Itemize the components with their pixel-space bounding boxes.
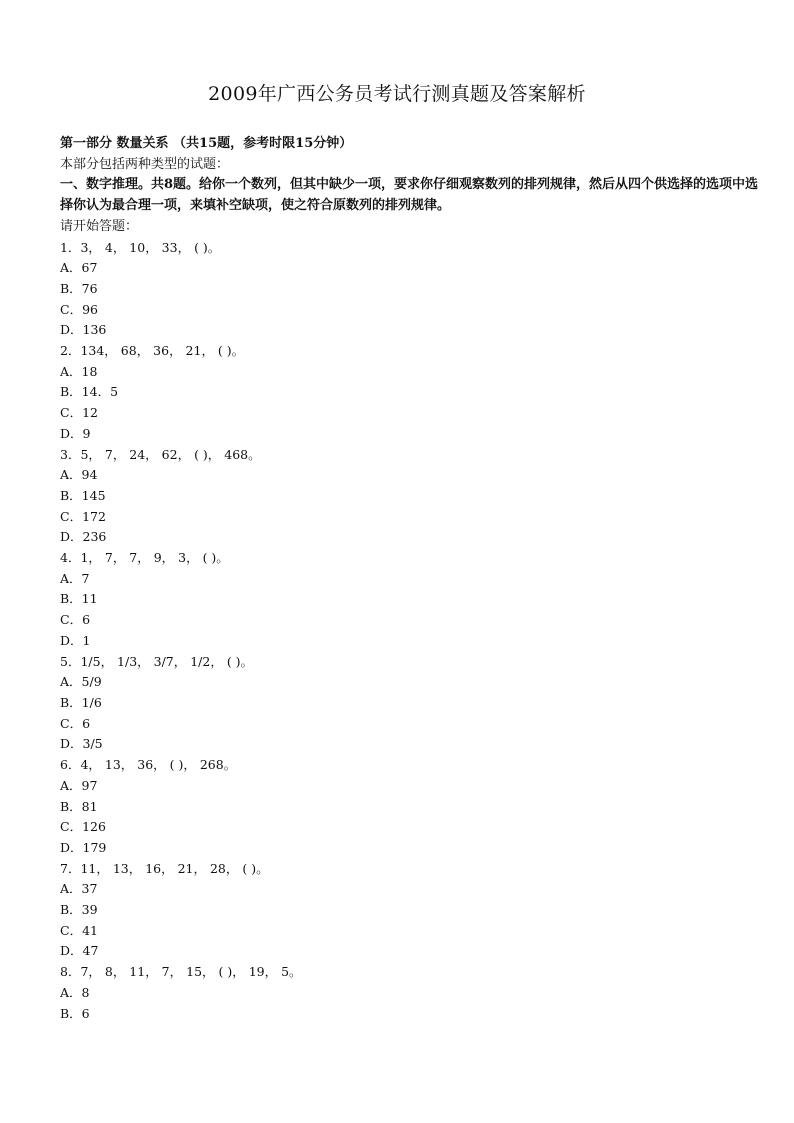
- answer-option: B．14．5: [60, 384, 119, 400]
- question-stem: 7．11， 13， 16， 21， 28， ( )。: [60, 860, 269, 876]
- answer-option: A．5/9: [60, 674, 102, 690]
- answer-option: A．37: [60, 881, 98, 897]
- section-intro: 本部分包括两种类型的试题：: [60, 156, 230, 172]
- answer-option: B．11: [60, 591, 98, 607]
- section-instruction: 一、数字推理。共8题。给你一个数列，但其中缺少一项，要求你仔细观察数列的排列规律，然后从四个供选择的选项中选择你认为最合理一项，来填补空缺项，使之符合原数列的排列规律。: [60, 177, 759, 214]
- answer-option: C．12: [60, 405, 98, 421]
- question-item: [60, 238, 760, 342]
- answer-option: C．172: [60, 508, 106, 524]
- question-stem: 8．7， 8， 11， 7， 15， ( )， 19， 5。: [60, 964, 302, 980]
- answer-option: A．7: [60, 570, 90, 586]
- document-body: [60, 134, 760, 1024]
- document-title: 2009年广西公务员考试行测真题及答案解析: [208, 83, 586, 105]
- question-item: [60, 548, 760, 652]
- question-item: [60, 962, 760, 1024]
- answer-option: C．41: [60, 922, 98, 938]
- answer-option: C．6: [60, 715, 91, 731]
- answer-option: C．6: [60, 612, 91, 628]
- answer-option: A．97: [60, 777, 98, 793]
- answer-option: B．6: [60, 1005, 90, 1021]
- question-stem: 3．5， 7， 24， 62， ( )， 468。: [60, 446, 261, 462]
- question-item: [60, 341, 760, 445]
- answer-option: C．96: [60, 301, 98, 317]
- answer-option: C．126: [60, 819, 106, 835]
- section-heading: 第一部分 数量关系 （共15题，参考时限15分钟）: [60, 136, 353, 151]
- answer-option: D．236: [60, 529, 107, 545]
- answer-option: D．179: [60, 839, 107, 855]
- answer-option: B．145: [60, 487, 106, 503]
- question-item: [60, 652, 760, 756]
- question-item: [60, 859, 760, 963]
- answer-option: A．94: [60, 467, 98, 483]
- answer-option: B．76: [60, 280, 98, 296]
- question-stem: 5．1/5， 1/3， 3/7， 1/2， ( )。: [60, 653, 254, 669]
- question-item: [60, 445, 760, 549]
- question-item: [60, 755, 760, 859]
- start-prompt: 请开始答题：: [60, 218, 139, 234]
- question-stem: 6．4， 13， 36， ( )， 268。: [60, 757, 237, 773]
- answer-option: A．8: [60, 984, 90, 1000]
- answer-option: D．47: [60, 943, 99, 959]
- question-stem: 1．3， 4， 10， 33， ( )。: [60, 239, 221, 255]
- answer-option: B．1/6: [60, 694, 102, 710]
- answer-option: D．9: [60, 425, 91, 441]
- answer-option: A．67: [60, 260, 98, 276]
- answer-option: D．136: [60, 322, 107, 338]
- answer-option: B．39: [60, 902, 98, 918]
- answer-option: D．3/5: [60, 736, 103, 752]
- question-stem: 2．134， 68， 36， 21， ( )。: [60, 343, 245, 359]
- answer-option: D．1: [60, 632, 91, 648]
- question-stem: 4．1， 7， 7， 9， 3， ( )。: [60, 550, 229, 566]
- answer-option: B．81: [60, 798, 98, 814]
- answer-option: A．18: [60, 363, 98, 379]
- question-list: [60, 238, 760, 1025]
